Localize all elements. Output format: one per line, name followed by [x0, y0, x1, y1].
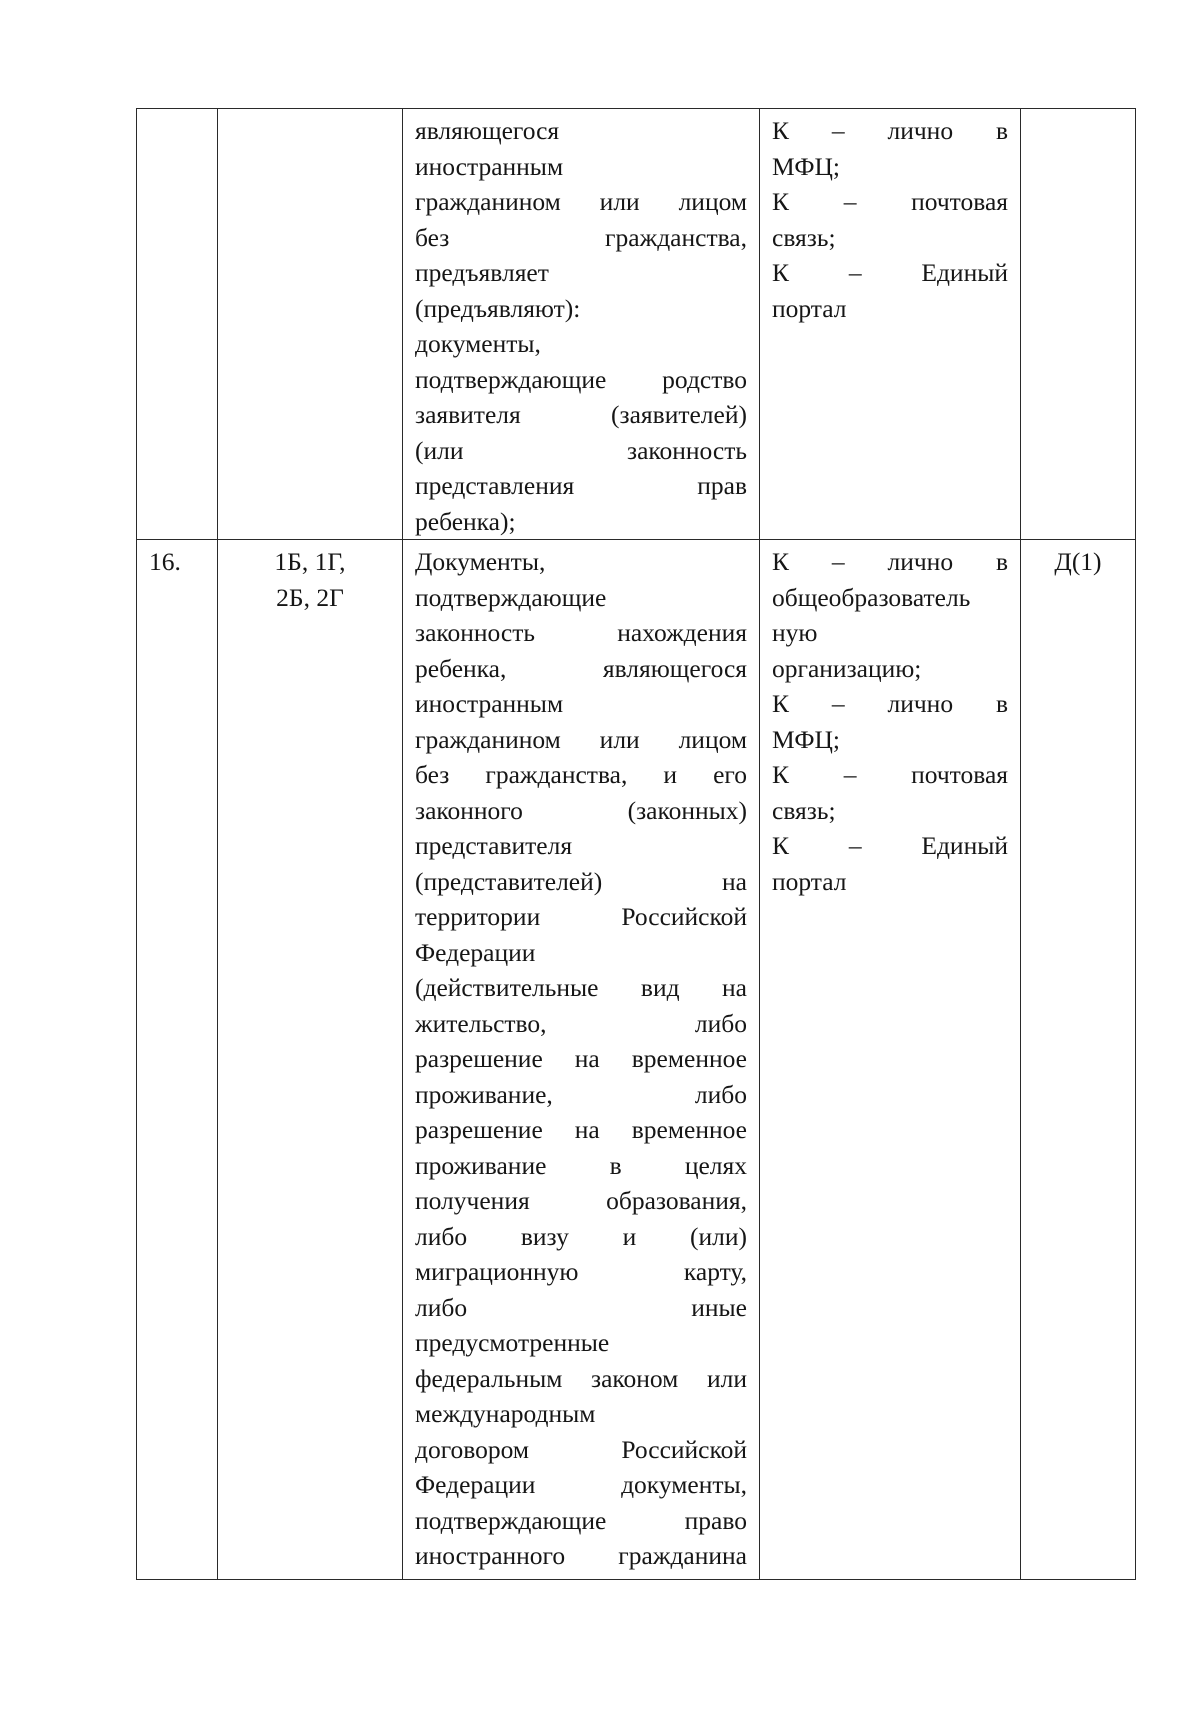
text-line: разрешение на временное [415, 1044, 747, 1073]
submission-method-cell [760, 540, 1021, 1580]
text-line: подтверждающие право [415, 1505, 747, 1535]
note-cell [1021, 109, 1136, 540]
text-line: К – почтовая [772, 187, 1008, 216]
text-line: МФЦ; [772, 724, 840, 754]
text-line: портал [772, 293, 847, 323]
text-line: международным [415, 1399, 596, 1428]
text-line: связь; [772, 222, 836, 252]
text-line: проживание, либо [415, 1079, 747, 1109]
text-line: К – лично в [772, 547, 1008, 576]
text-line: организацию; [772, 653, 922, 683]
text-line: иностранным [415, 689, 564, 718]
text-line: без гражданства, и его [415, 760, 747, 789]
text-line: общеобразователь [772, 582, 971, 612]
text-line: предъявляет [415, 258, 549, 287]
text-line: подтверждающие родство [415, 364, 747, 394]
table-row [137, 540, 1136, 1580]
document-table [136, 108, 1136, 1580]
text-line: законность нахождения [415, 618, 747, 647]
text-line: К – почтовая [772, 760, 1008, 789]
text-line: предусмотренные [415, 1328, 610, 1357]
text-line: МФЦ; [772, 151, 840, 181]
text-line: законного (законных) [415, 795, 747, 825]
text-line: иностранного гражданина [415, 1541, 747, 1570]
document-cell [403, 109, 760, 540]
text-line: портал [772, 866, 847, 896]
text-line: представления прав [415, 471, 747, 500]
text-line: разрешение на временное [415, 1115, 747, 1144]
text-line: документы, [415, 329, 541, 358]
text-line: заявителя (заявителей) [415, 400, 747, 429]
text-line: жительство, либо [415, 1008, 747, 1038]
table-body [137, 109, 1136, 1580]
text-line: подтверждающие [415, 582, 607, 612]
category-line: 2Б, 2Г [276, 582, 344, 612]
text-line: либо визу и (или) [415, 1221, 747, 1251]
text-line: иностранным [415, 151, 564, 181]
submission-method-cell [760, 109, 1021, 540]
text-line: К – лично в [772, 116, 1008, 145]
text-line: проживание в целях [415, 1150, 747, 1180]
text-line: ребенка, являющегося [415, 653, 747, 683]
text-line: К – Единый [772, 258, 1008, 287]
text-line: представителя [415, 831, 573, 860]
row-number-cell [137, 109, 218, 540]
text-line: без гражданства, [415, 222, 747, 252]
text-line: ребенка); [415, 506, 516, 536]
note-cell [1021, 540, 1136, 1580]
text-line: (действительные вид на [415, 973, 747, 1002]
row-number-cell [137, 540, 218, 1580]
text-line: являющегося [415, 116, 560, 145]
text-line: гражданином или лицом [415, 187, 747, 216]
text-line: федеральным законом или [415, 1363, 747, 1393]
text-line: (представителей) на [415, 866, 747, 896]
text-line: Документы, [415, 547, 546, 576]
text-line: договором Российской [415, 1434, 747, 1464]
text-line: гражданином или лицом [415, 724, 747, 754]
text-line: получения образования, [415, 1186, 747, 1215]
text-line: Федерации документы, [415, 1470, 747, 1499]
text-line: ную [772, 618, 818, 647]
category-cell [218, 109, 403, 540]
text-line: связь; [772, 795, 836, 825]
table-row [137, 109, 1136, 540]
document-cell [403, 540, 760, 1580]
text-line: территории Российской [415, 902, 747, 931]
text-line: К – Единый [772, 831, 1008, 860]
text-line: либо иные [415, 1292, 747, 1322]
text-line: миграционную карту, [415, 1257, 747, 1286]
row-number: 16. [149, 547, 181, 576]
text-line: (предъявляют): [415, 293, 581, 323]
text-line: К – лично в [772, 689, 1008, 718]
note-text: Д(1) [1054, 547, 1102, 576]
category-line: 1Б, 1Г, [274, 547, 346, 576]
category-cell [218, 540, 403, 1580]
text-line: (или законность [415, 435, 747, 465]
text-line: Федерации [415, 937, 536, 967]
